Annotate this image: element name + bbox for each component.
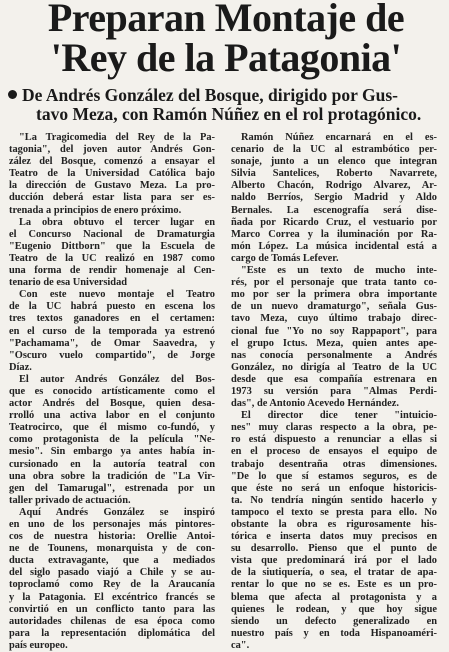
headline-line-2: 'Rey de la Patagonia' [50, 35, 402, 80]
text-line: Aquí Andrés González se inspiró [19, 506, 215, 518]
text-line: toproclamó como Rey de la Araucanía [9, 579, 215, 591]
text-line: cional fue "Yo no soy Rappaport", para [231, 325, 437, 337]
text-line: La obra obtuvo el tercer lugar en [19, 216, 215, 228]
text-line: Teatro de la UC realizó en 1987 como [9, 252, 215, 264]
text-line: nes" muy claras respecto a la obra, pe- [231, 422, 437, 434]
text-line: González, no dirigía al Teatro de la UC [231, 361, 437, 373]
text-line: como protagonista de la película "Ne- [9, 434, 215, 446]
text-line: de la UC habrá puesto en escena los [9, 301, 215, 313]
text-line: mo por ser la primera obra importante [231, 289, 437, 301]
text-line: convirtió en un conflicto tanto para las [9, 603, 215, 615]
text-line: "Eugenio Dittborn" que la Escuela de [9, 240, 215, 252]
text-line: rentar lo que no se es. Este es un pro- [231, 579, 437, 591]
bullet-icon [8, 90, 17, 99]
text-line: vista que predominará irá por el lado [231, 555, 437, 567]
text-line: en uno de los personajes más pintores- [9, 519, 215, 530]
text-line: rés, por el personaje que trata tanto co- [231, 277, 437, 289]
text-line: gen del Tamarugal", estrenada por un [9, 482, 215, 494]
text-line: la dirección de Gustavo Meza. La pro- [9, 180, 215, 192]
text-line: del siglo pasado viajó a Chile y se au- [9, 567, 215, 579]
text-line: das", de Antonio Acevedo Hernández. [231, 398, 399, 410]
text-line: cargo de Tomás Lefever. [231, 252, 339, 264]
text-line: Con este nuevo montaje el Teatro [19, 289, 215, 301]
text-line: cos de nuestra historia: Orellie Antoi- [9, 531, 215, 543]
subheadline-text-1: De Andrés González del Bosque, dirigido por Gus- [22, 85, 398, 105]
text-line: ro está dispuesto a renunciar a ellas si [231, 434, 437, 446]
text-line: que es conocido artísticamente como el [9, 385, 215, 397]
text-line: Teatro de la Universidad Católica bajo [9, 168, 215, 180]
text-line: desde que esa compañía estrenara en [231, 373, 437, 385]
text-line: ñada por Ricardo Cruz, el vestuario por [231, 216, 437, 228]
text-line: tagonia", del joven autor Andrés Gon- [9, 144, 215, 156]
text-line: Teatrocirco, que él mismo co-fundó, y [9, 422, 215, 434]
text-line: en el proceso de ensayos el equipo de [231, 446, 437, 458]
text-line: "Pachamama", de Omar Saavedra, y [9, 337, 215, 349]
subheadline [8, 86, 444, 124]
text-line: taller privado de actuación. [9, 494, 131, 506]
text-line: cenario de la UC al estrambótico per- [231, 144, 437, 156]
text-line: tampoco el texto se presta para ello. No [231, 506, 437, 518]
text-line: una obra sobre la tradición de "La Vir- [9, 470, 215, 482]
article-column-left [9, 132, 215, 652]
text-line: ta. No tendría ningún sentido hacerlo y [231, 494, 437, 506]
text-line: una forma de rendir homenaje al Cen- [9, 265, 215, 277]
text-line: para la representación diplomática del [9, 627, 215, 639]
text-line: "La Tragicomedia del Rey de la Pa- [19, 132, 215, 143]
subheadline-line-1 [8, 86, 444, 105]
text-line: y la Patagonia. El excéntrico francés se [9, 591, 215, 603]
text-line: "Este es un texto de mucho inte- [241, 265, 437, 277]
text-line: Ramón Núñez encarnará en el es- [241, 132, 437, 143]
text-line: nuestro país y en toda Hispanoaméri- [231, 627, 437, 639]
text-line: autoridades chilenas de esa época como [9, 615, 215, 627]
text-line: Silvia Santelices, Roberto Navarrete, [231, 168, 437, 180]
text-line: su desarrollo. Pienso que el punto de [231, 543, 437, 555]
text-line: de la siutiquería, o sea, el tratar de apa- [231, 567, 437, 579]
text-line: siendo un defecto generalizado en [231, 615, 437, 627]
text-line: tres textos ganadores en el certamen: [9, 313, 215, 325]
text-line: rrolló una activa labor en el conjunto [9, 410, 215, 422]
text-line: tórica e inserta datos muy precisos en [231, 531, 437, 543]
text-line: ca". [231, 639, 250, 651]
headline-line-1: Preparan Montaje de [47, 0, 405, 40]
text-line: 1973 su versión para "Almas Perdi- [231, 385, 437, 397]
text-line: que éste no será un enfoque historicis- [231, 482, 437, 494]
text-line: blema que afecta al protagonista y a [231, 591, 437, 603]
article-column-right [231, 132, 437, 652]
text-line: quienes le rodean, y que hoy sigue [231, 603, 437, 615]
text-line: país europeo. [9, 639, 68, 651]
text-line: ducta extravagante, que a mediados [9, 555, 215, 567]
text-line: el grupo Ictus. Meza, quien antes ape- [231, 337, 437, 349]
subheadline-line-2: tavo Meza, con Ramón Núñez en el rol protagónico. [36, 104, 422, 124]
text-line: tavo Meza, cuyo último trabajo direc- [231, 313, 437, 325]
text-line: sonaje, junto a un elenco que integran [231, 156, 437, 168]
text-line: "De lo que sí estamos seguros, es de [231, 470, 437, 482]
text-line: trenada a principios de enero próximo. [9, 204, 182, 216]
text-line: ne de Tounens, monarquista y de con- [9, 543, 215, 555]
text-line: "Oscuro vuelo compartido", de Jorge [9, 349, 215, 361]
text-line: món López. La música incidental está a [231, 240, 437, 252]
text-line: El director dice tener "intuicio- [241, 410, 437, 422]
text-line: naldo Berríos, Sergio Madrid y Aldo [231, 192, 437, 204]
text-line: Díaz. [9, 361, 32, 373]
text-line: zález del Bosque, comenzó a ensayar el [9, 156, 215, 168]
text-line: mesio". Sin embargo ya antes había in- [9, 446, 215, 458]
text-line: nas conocía personalmente a Andrés [231, 349, 437, 361]
text-line: de un nuevo dramaturgo", señala Gus- [231, 301, 437, 313]
text-line: Alberto Chacón, Rodrigo Alvarez, Ar- [231, 180, 437, 192]
text-line: El autor Andrés González del Bos- [19, 373, 215, 385]
text-line: actor Andrés del Bosque, quien desa- [9, 398, 215, 410]
text-line: obstante la obra es rigurosamente his- [231, 519, 437, 530]
text-line: tenario de esa Universidad [9, 277, 128, 289]
text-line: en el curso de la temporada ya estrenó [9, 325, 215, 337]
text-line: ducción deberá estar lista para ser es- [9, 192, 215, 204]
text-line: Bernales. La escenografía será dise- [231, 204, 437, 216]
text-line: el Concurso Nacional de Dramaturgia [9, 228, 215, 240]
text-line: Marco Correa y la iluminación por Ra- [231, 228, 437, 240]
text-line: cursionado en la autoría teatral con [9, 458, 215, 470]
text-line: trabajo desentraña otras dimensiones. [231, 458, 437, 470]
